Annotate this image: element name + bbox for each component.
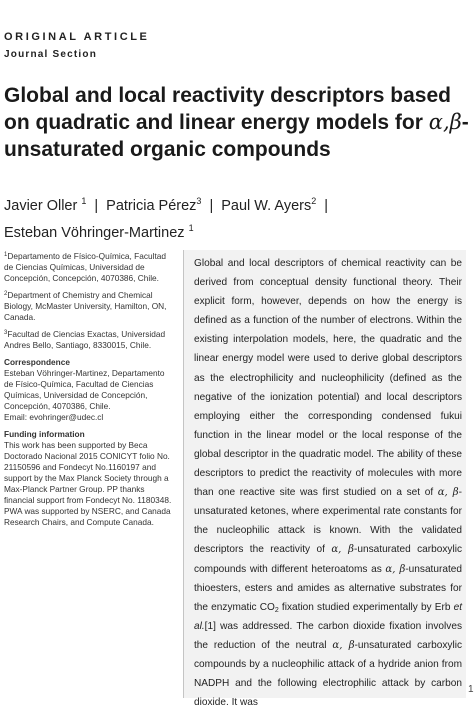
- author-name: Esteban Vöhringer-Martinez: [4, 225, 185, 241]
- affiliation-mark: 2: [4, 291, 8, 297]
- abstract-text: -unsaturated ketones, where experimental rate constants for the nucleophilic attack is known. With the validated descriptors the reactivity of: [194, 487, 462, 556]
- author-affiliation-mark: 2: [311, 196, 317, 206]
- affiliation: [4, 328, 176, 351]
- correspondence-heading: Correspondence: [4, 357, 70, 367]
- journal-section: Journal Section: [4, 49, 98, 60]
- abstract-text: [1] was addressed. The carbon dioxide fixation involves the reduction of the neutral: [194, 620, 462, 651]
- correspondence-text: Esteban Vöhringer-Martinez, Departamento de Físico-Química, Facultad de Ciencias Químicas, Universidad de Concepción, Concepción, 4070386, Chile.: [4, 368, 165, 411]
- abstract-text: Global and local descriptors of chemical reactivity can be derived from conceptual density functional theory. Their explicit form, however, depends on how the energy is defined as a function of the number of electrons. Within the existing interpolation models, here, the quadratic and the linear energy model were used to derive global descriptors as the electrophilicity and nucleophilicity (defined as the negative of the ionization potential) and local descriptors employing either the corresponding condensed fukui function in the linear model or the local response of the global descriptor in the quadratic model. The ability of these descriptors to predict the reactivity of molecules with more than one reactive site was first studied on a set of: [194, 258, 462, 499]
- affiliation-text: Departamento de Físico-Química, Facultad de Ciencias Químicas, Universidad de Concepción, Concepción, 4070386, Chile.: [4, 251, 166, 283]
- title-text-1: Global and local reactivity descriptors based on quadratic and linear energy models for: [4, 84, 451, 134]
- page-number: 1: [468, 684, 474, 695]
- title-math: α,β: [428, 110, 462, 134]
- abstract-box: [183, 250, 466, 709]
- abstract-italic: et al.: [194, 601, 463, 632]
- title-text-2: -unsaturated organic compounds: [4, 111, 469, 161]
- author-name: Javier Oller: [4, 198, 78, 214]
- affiliation: [4, 289, 176, 323]
- abstract-math: α, β: [332, 639, 355, 651]
- affiliation: [4, 250, 176, 284]
- funding-text: This work has been supported by Beca Doctorado Nacional 2015 CONICYT folio No. 21150596 and Fondecyt No.1160197 and support by the Max Planck Society through a Max-Planck Partner Group. PP thanks financial support from Fondecyt No. 1180348. PWA was supported by NSERC, and Canada Research Chairs, and Compute Canada.: [4, 440, 172, 527]
- abstract-math: α, β: [385, 563, 406, 575]
- affiliation-mark: 1: [4, 252, 8, 258]
- abstract-math: α, β: [437, 487, 459, 499]
- author-affiliation-mark: 1: [81, 196, 87, 206]
- author-name: Patricia Pérez: [106, 198, 197, 214]
- abstract-text: -unsaturated thioesters, esters and amides as alternative substrates for the enzymatic CO: [194, 563, 462, 613]
- author-affiliation-mark: 1: [188, 223, 194, 233]
- affiliation-text: Department of Chemistry and Chemical Biology, McMaster University, Hamilton, ON, Canada.: [4, 290, 167, 322]
- paper-title: [4, 82, 470, 163]
- author-affiliation-mark: 3: [196, 196, 202, 206]
- author-name: Paul W. Ayers: [221, 198, 312, 214]
- abstract-text: -unsaturated carboxylic compounds with different heteroatoms as: [194, 544, 462, 575]
- author-separator: |: [94, 198, 99, 214]
- author-list: [4, 190, 470, 244]
- author-separator: |: [324, 198, 329, 214]
- abstract-text: fixation studied experimentally by Erb: [278, 601, 454, 613]
- abstract-subscript: 2: [274, 606, 279, 614]
- article-type: ORIGINAL ARTICLE: [4, 31, 150, 43]
- abstract-text: -unsaturated carboxylic compounds by a nucleophilic attack of a hydride anion from NADPH and the following electrophilic attack by carbon dioxide. It was: [194, 639, 462, 709]
- author-separator: |: [209, 198, 214, 214]
- front-matter-sidebar: [4, 250, 176, 528]
- correspondence-email[interactable]: Email: evohringer@udec.cl: [4, 412, 104, 422]
- abstract-math: α, β: [331, 544, 355, 556]
- funding-heading: Funding information: [4, 429, 85, 439]
- affiliation-mark: 3: [4, 330, 8, 336]
- affiliation-text: Facultad de Ciencias Exactas, Universidad Andres Bello, Santiago, 8330015, Chile.: [4, 329, 166, 350]
